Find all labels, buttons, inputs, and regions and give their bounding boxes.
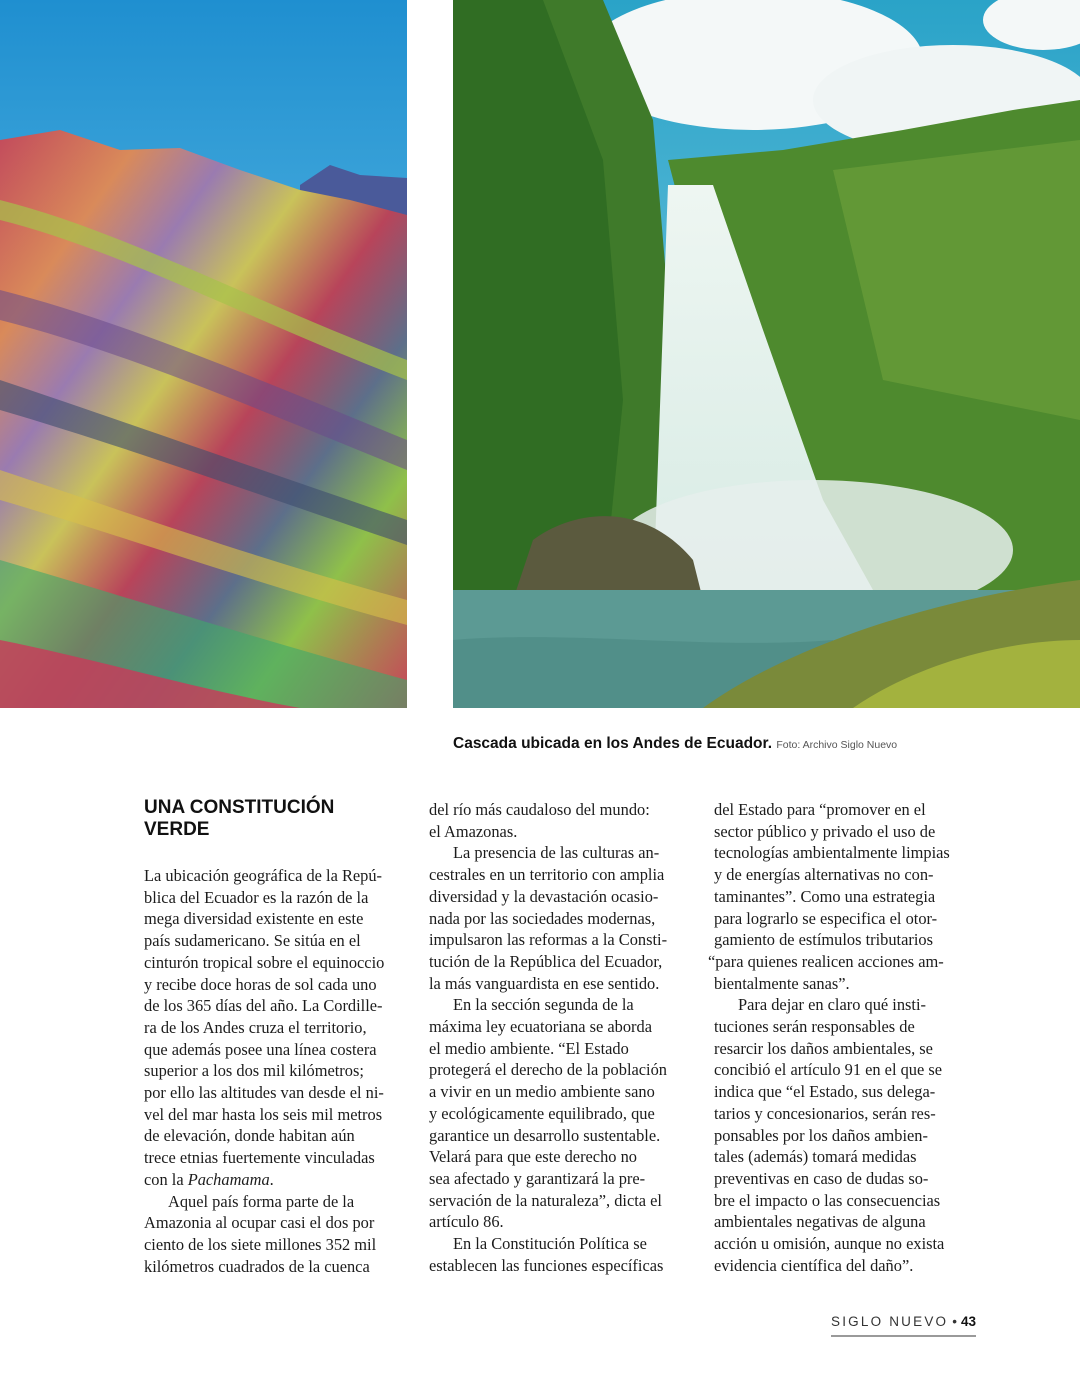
article-column-2 xyxy=(429,799,694,1276)
text-line: y recibe doce horas de sol cada uno xyxy=(144,974,377,994)
caption-title: Cascada ubicada en los Andes de Ecuador. xyxy=(453,735,773,752)
text-line: que además posee una línea costera xyxy=(144,1039,377,1059)
text-line: y de energías alternativas no con- xyxy=(714,865,934,885)
publication-name: SIGLO NUEVO xyxy=(831,1314,949,1329)
text-line: protegerá el derecho de la población xyxy=(429,1060,668,1080)
text-line: impulsaron las reformas a la Consti- xyxy=(429,930,668,950)
text-line: evidencia científica del daño”. xyxy=(714,1255,914,1275)
text-line-pachamama xyxy=(144,1169,409,1191)
heading-line: UNA CONSTITUCIÓN xyxy=(144,797,335,818)
text-line: garantice un desarrollo sustentable. xyxy=(429,1125,661,1145)
text-line: servación de la naturaleza”, dicta el xyxy=(429,1190,662,1210)
text-line: vel del mar hasta los seis mil metros xyxy=(144,1104,383,1124)
text-line: el medio ambiente. “El Estado xyxy=(429,1038,629,1058)
italic-term: Pachamama xyxy=(187,1169,270,1189)
text-line: por ello las altitudes van desde el ni- xyxy=(144,1083,384,1103)
text-line: tución de la República del Ecuador, xyxy=(429,951,663,971)
text-fragment: con la xyxy=(144,1169,188,1189)
text-line: indica que “el Estado, sus delega- xyxy=(714,1082,936,1102)
folio-separator: • xyxy=(952,1314,957,1329)
text-line: “para quienes realicen acciones am- xyxy=(708,951,944,971)
text-line: ciento de los siete millones 352 mil xyxy=(144,1234,377,1254)
text-line: del Estado para “promover en el xyxy=(714,800,926,819)
text-line: kilómetros cuadrados de la cuenca xyxy=(144,1256,370,1276)
text-line: ambientales negativas de alguna xyxy=(714,1212,926,1232)
text-line: tuciones serán responsables de xyxy=(714,1017,915,1037)
text-line: a vivir en un medio ambiente sano xyxy=(429,1082,655,1102)
text-line: Aquel país forma parte de la xyxy=(168,1191,355,1211)
text-fragment: . xyxy=(269,1169,274,1189)
text-line: el Amazonas. xyxy=(429,821,518,841)
page-folio xyxy=(831,1314,976,1337)
text-line: diversidad y la devastación ocasio- xyxy=(429,886,659,906)
text-line: En la Constitución Política se xyxy=(453,1234,647,1254)
text-line: de los 365 días del año. La Cordille- xyxy=(144,996,383,1016)
photo-caption xyxy=(453,735,1053,753)
text-line: taminantes”. Como una estrategia xyxy=(714,886,936,906)
caption-credit: Foto: Archivo Siglo Nuevo xyxy=(776,739,898,751)
text-line: y ecológicamente equilibrado, que xyxy=(429,1103,655,1123)
text-line: país sudamericano. Se sitúa en el xyxy=(144,931,361,951)
text-line: bientalmente sanas”. xyxy=(714,973,850,993)
waterfall-photo xyxy=(453,0,1080,708)
article-column-1 xyxy=(144,865,409,1277)
text-line: Amazonia al ocupar casi el dos por xyxy=(144,1213,375,1233)
text-line: cestrales en un territorio con amplia xyxy=(429,865,665,885)
text-line: artículo 86. xyxy=(429,1212,504,1232)
text-line: Velará para que este derecho no xyxy=(429,1147,637,1167)
heading-line: VERDE xyxy=(144,819,210,840)
text-line: En la sección segunda de la xyxy=(453,995,634,1015)
text-line: del río más caudaloso del mundo: xyxy=(429,800,650,819)
text-line: blica del Ecuador es la razón de la xyxy=(144,887,369,907)
text-line: gamiento de estímulos tributarios xyxy=(714,930,933,950)
text-line: resarcir los daños ambientales, se xyxy=(714,1038,933,1058)
text-line: máxima ley ecuatoriana se aborda xyxy=(429,1017,652,1037)
text-line: Para dejar en claro qué insti- xyxy=(738,995,926,1015)
text-line: ponsables por los daños ambien- xyxy=(714,1125,928,1145)
text-line: superior a los dos mil kilómetros; xyxy=(144,1061,364,1081)
text-line: de elevación, donde habitan aún xyxy=(144,1126,355,1146)
text-line: nada por las sociedades modernas, xyxy=(429,908,656,928)
text-line: sea afectado y garantizará la pre- xyxy=(429,1168,646,1188)
text-line: cinturón tropical sobre el equinoccio xyxy=(144,952,385,972)
text-line: acción u omisión, aunque no exista xyxy=(714,1234,945,1254)
text-line: trece etnias fuertemente vinculadas xyxy=(144,1148,375,1168)
text-line: sector público y privado el uso de xyxy=(714,821,936,841)
article-column-3 xyxy=(708,799,979,1276)
text-line: tales (además) tomará medidas xyxy=(714,1147,917,1167)
text-line: preventivas en caso de dudas so- xyxy=(714,1168,929,1188)
text-line: establecen las funciones específicas xyxy=(429,1255,664,1275)
section-heading xyxy=(144,797,384,841)
text-line: ra de los Andes cruza el territorio, xyxy=(144,1017,367,1037)
text-line: la más vanguardista en ese sentido. xyxy=(429,973,660,993)
text-line: La presencia de las culturas an- xyxy=(453,843,660,863)
waterfall-illustration xyxy=(453,0,1080,708)
text-line: La ubicación geográfica de la Repú- xyxy=(144,866,383,885)
rainbow-mountain-photo xyxy=(0,0,407,708)
page-number: 43 xyxy=(960,1314,976,1329)
rainbow-mountain-illustration xyxy=(0,0,407,708)
text-line: bre el impacto o las consecuencias xyxy=(714,1190,941,1210)
text-line: para lograrlo se especifica el otor- xyxy=(714,908,938,928)
text-line: tarios y concesionarios, serán res- xyxy=(714,1103,936,1123)
text-line: concibió el artículo 91 en el que se xyxy=(714,1060,943,1080)
text-line: tecnologías ambientalmente limpias xyxy=(714,843,950,863)
text-line: mega diversidad existente en este xyxy=(144,909,364,929)
